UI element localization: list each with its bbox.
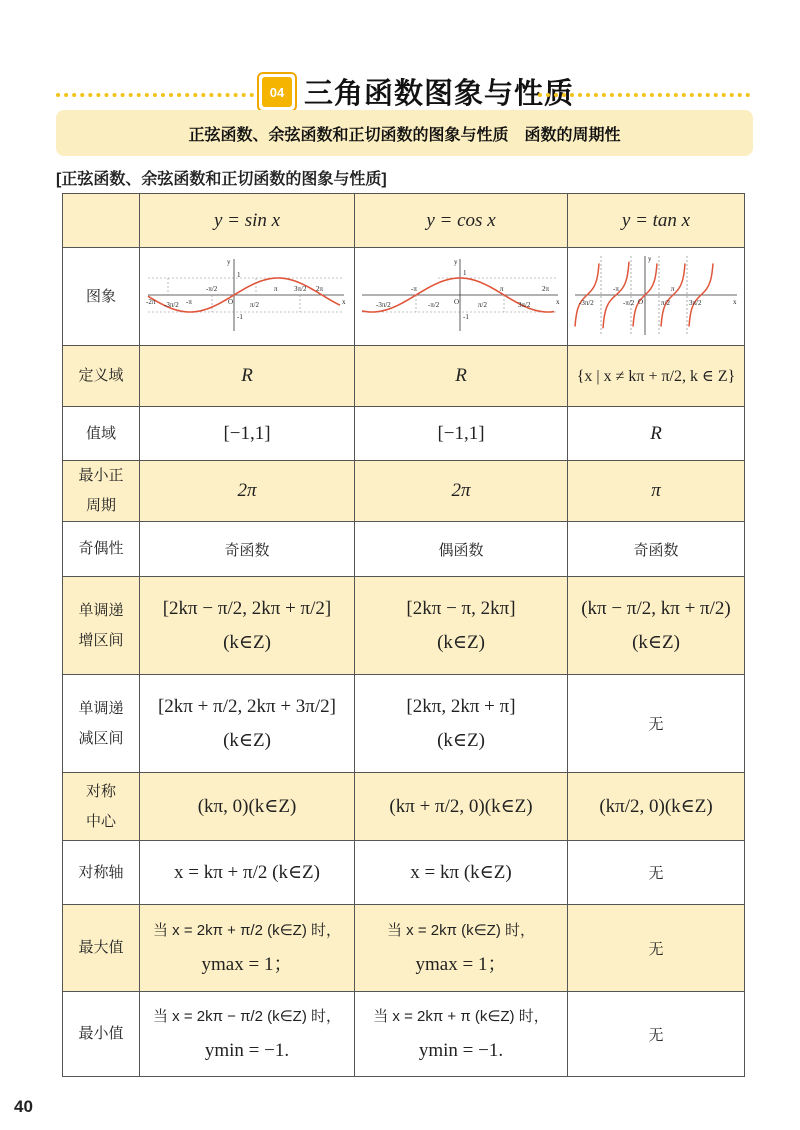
page-number: 40 bbox=[14, 1097, 33, 1116]
sin-tick-label: O bbox=[228, 297, 234, 306]
table-row-range bbox=[63, 407, 745, 461]
header-dots-right bbox=[538, 93, 750, 97]
sin-max: 当 x = 2kπ + π/2 (k∈Z) 时， ymax = 1； bbox=[140, 905, 355, 992]
tan-graph-svg bbox=[571, 253, 741, 337]
cos-period: 2π bbox=[355, 461, 568, 522]
sin-tick-label: -1 bbox=[237, 312, 243, 321]
topic-banner bbox=[56, 110, 753, 156]
cos-center: (kπ + π/2, 0)(k∈Z) bbox=[355, 773, 568, 841]
sin-tick-label: -π/2 bbox=[206, 284, 218, 293]
tan-tick-label: -3π/2 bbox=[579, 298, 594, 307]
sin-increasing: [2kπ − π/2, 2kπ + π/2] (k∈Z) bbox=[140, 577, 355, 675]
cos-tick-label: 1 bbox=[463, 268, 467, 277]
cos-tick-label: 2π bbox=[542, 284, 550, 293]
cos-tick-label: -1 bbox=[463, 312, 469, 321]
cos-tick-label: y bbox=[454, 257, 458, 266]
tan-graph bbox=[568, 248, 745, 346]
table-row-decreasing bbox=[63, 675, 745, 773]
sin-period: 2π bbox=[140, 461, 355, 522]
section-badge: 04 bbox=[257, 72, 297, 112]
banner-topic-1: 正弦函数、余弦函数和正切函数的图象与性质 bbox=[188, 126, 509, 144]
sin-graph-svg bbox=[144, 255, 350, 335]
page-title: 三角函数图象与性质 bbox=[304, 76, 575, 110]
cos-tick-label: x bbox=[556, 297, 560, 306]
row-label: 最小正 周期 bbox=[63, 461, 140, 522]
cos-max: 当 x = 2kπ (k∈Z) 时， ymax = 1； bbox=[355, 905, 568, 992]
col-tan: y = tan x bbox=[568, 194, 745, 248]
row-label: 对称 中心 bbox=[63, 773, 140, 841]
sin-range: [−1,1] bbox=[140, 407, 355, 461]
sin-decreasing: [2kπ + π/2, 2kπ + 3π/2] (k∈Z) bbox=[140, 675, 355, 773]
tan-increasing: (kπ − π/2, kπ + π/2) (k∈Z) bbox=[568, 577, 745, 675]
tan-max: 无 bbox=[568, 905, 745, 992]
sin-tick-label: 2π bbox=[316, 284, 324, 293]
row-label: 奇偶性 bbox=[63, 522, 140, 577]
cos-tick-label: 3π/2 bbox=[518, 300, 531, 309]
row-label: 单调递 减区间 bbox=[63, 675, 140, 773]
tan-domain: {x | x ≠ kπ + π/2, k ∈ Z} bbox=[568, 346, 745, 407]
row-label: 对称轴 bbox=[63, 841, 140, 905]
cos-graph-svg bbox=[358, 255, 564, 335]
sin-graph bbox=[140, 248, 355, 346]
sin-tick-label: y bbox=[227, 257, 231, 266]
sin-tick-label: x bbox=[342, 297, 346, 306]
section-subheading: [正弦函数、余弦函数和正切函数的图象与性质] bbox=[56, 171, 387, 188]
table-row-graph bbox=[63, 248, 745, 346]
table-row-parity bbox=[63, 522, 745, 577]
tan-parity: 奇函数 bbox=[568, 522, 745, 577]
tan-tick-label: 3π/2 bbox=[689, 298, 702, 307]
cos-axis: x = kπ (k∈Z) bbox=[355, 841, 568, 905]
sin-parity: 奇函数 bbox=[140, 522, 355, 577]
tan-decreasing: 无 bbox=[568, 675, 745, 773]
cos-parity: 偶函数 bbox=[355, 522, 568, 577]
row-label: 定义域 bbox=[63, 346, 140, 407]
row-label: 单调递 增区间 bbox=[63, 577, 140, 675]
row-label: 值域 bbox=[63, 407, 140, 461]
sin-tick-label: π/2 bbox=[250, 300, 259, 309]
sin-tick-label: π bbox=[274, 284, 278, 293]
sin-tick-label: -π bbox=[186, 297, 192, 306]
corner-cell bbox=[63, 194, 140, 248]
tan-tick-label: x bbox=[733, 297, 737, 306]
properties-table bbox=[62, 193, 745, 1077]
row-label: 最小值 bbox=[63, 992, 140, 1077]
table-row-axis bbox=[63, 841, 745, 905]
header-dots-left bbox=[56, 93, 254, 97]
tan-period: π bbox=[568, 461, 745, 522]
sin-tick-label: 1 bbox=[237, 270, 241, 279]
sin-center: (kπ, 0)(k∈Z) bbox=[140, 773, 355, 841]
row-label: 图象 bbox=[63, 248, 140, 346]
tan-range: R bbox=[568, 407, 745, 461]
sin-tick-label: -3π/2 bbox=[164, 300, 179, 309]
table-row-min bbox=[63, 992, 745, 1077]
tan-axis: 无 bbox=[568, 841, 745, 905]
cos-min: 当 x = 2kπ + π (k∈Z) 时， ymin = −1. bbox=[355, 992, 568, 1077]
tan-tick-label: -π bbox=[613, 284, 619, 293]
sin-domain: R bbox=[140, 346, 355, 407]
cos-decreasing: [2kπ, 2kπ + π] (k∈Z) bbox=[355, 675, 568, 773]
cos-tick-label: -3π/2 bbox=[376, 300, 391, 309]
cos-tick-label: -π bbox=[411, 284, 417, 293]
cos-tick-label: -π/2 bbox=[428, 300, 440, 309]
tan-tick-label: π/2 bbox=[661, 298, 670, 307]
tan-tick-label: π bbox=[671, 284, 675, 293]
cos-tick-label: O bbox=[454, 297, 460, 306]
table-row-center bbox=[63, 773, 745, 841]
table-header-row bbox=[63, 194, 745, 248]
table-row-max bbox=[63, 905, 745, 992]
tan-min: 无 bbox=[568, 992, 745, 1077]
table-row-domain bbox=[63, 346, 745, 407]
sin-min: 当 x = 2kπ − π/2 (k∈Z) 时， ymin = −1. bbox=[140, 992, 355, 1077]
tan-tick-label: -π/2 bbox=[623, 298, 635, 307]
sin-tick-label: -2π bbox=[146, 297, 156, 306]
table-row-increasing bbox=[63, 577, 745, 675]
col-cos: y = cos x bbox=[355, 194, 568, 248]
col-sin: y = sin x bbox=[140, 194, 355, 248]
banner-topic-2: 函数的周期性 bbox=[524, 126, 621, 144]
cos-increasing: [2kπ − π, 2kπ] (k∈Z) bbox=[355, 577, 568, 675]
cos-tick-label: π bbox=[500, 284, 504, 293]
row-label: 最大值 bbox=[63, 905, 140, 992]
sin-axis: x = kπ + π/2 (k∈Z) bbox=[140, 841, 355, 905]
tan-center: (kπ/2, 0)(k∈Z) bbox=[568, 773, 745, 841]
tan-tick-label: y bbox=[648, 254, 652, 263]
table-row-period bbox=[63, 461, 745, 522]
tan-tick-label: O bbox=[638, 297, 644, 306]
cos-graph bbox=[355, 248, 568, 346]
cos-domain: R bbox=[355, 346, 568, 407]
cos-range: [−1,1] bbox=[355, 407, 568, 461]
cos-tick-label: π/2 bbox=[478, 300, 487, 309]
sin-tick-label: 3π/2 bbox=[294, 284, 307, 293]
